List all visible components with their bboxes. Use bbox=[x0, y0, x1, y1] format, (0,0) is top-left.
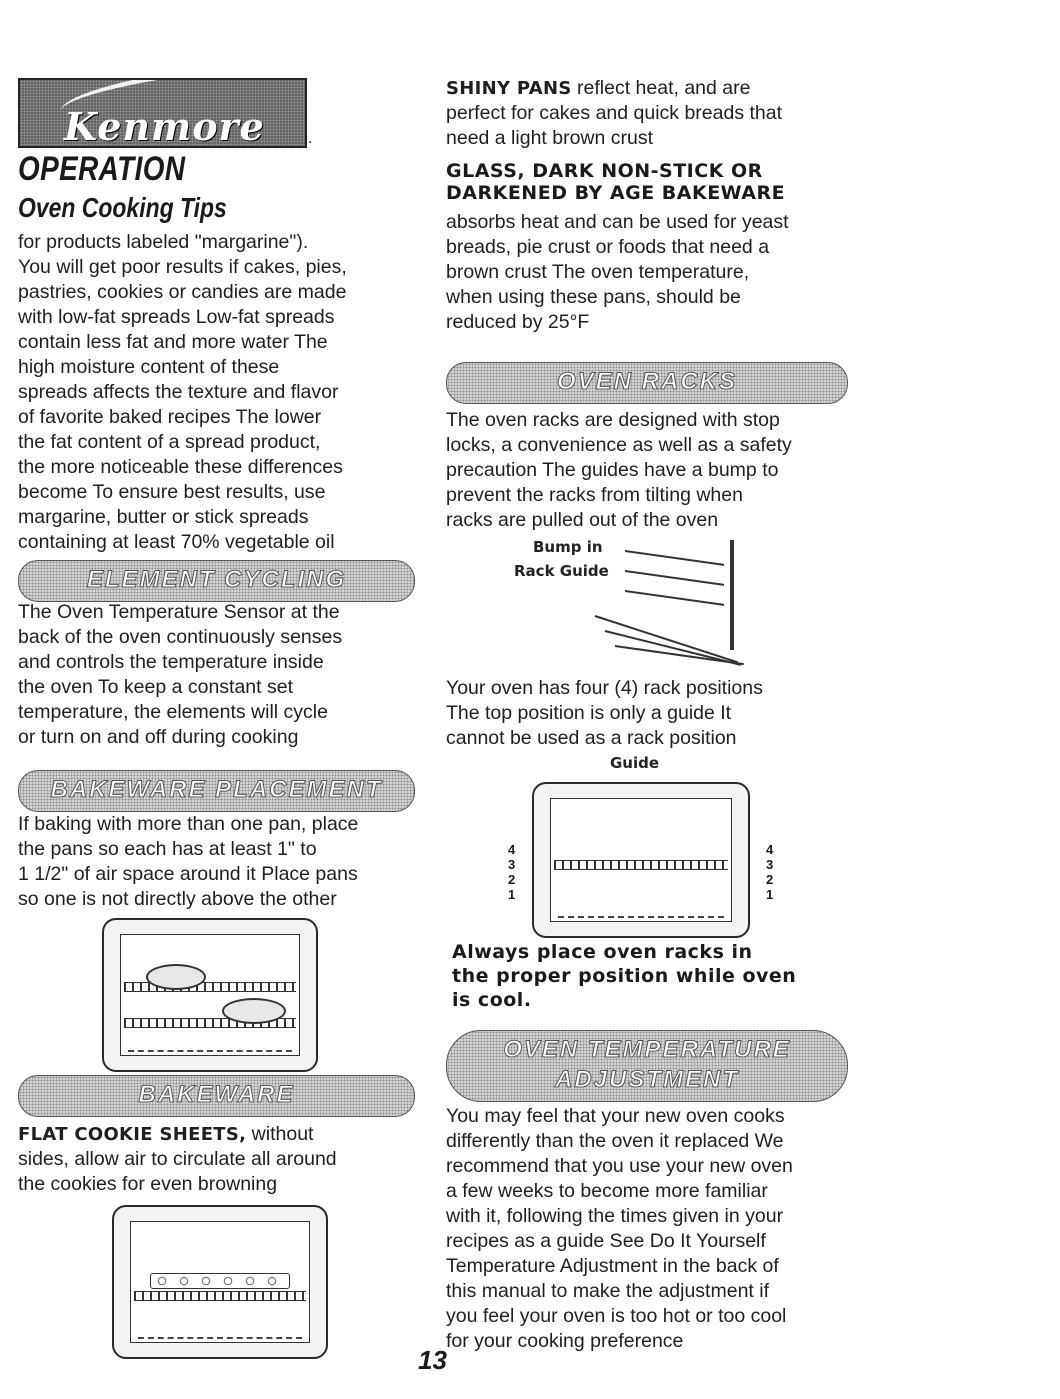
intro-line: contain less fat and more water The bbox=[18, 331, 328, 353]
pie-pan bbox=[146, 964, 206, 990]
text-line: perfect for cakes and quick breads that bbox=[446, 102, 783, 124]
text-line: recommend that you use your new oven bbox=[446, 1155, 793, 1177]
cookie-sheet bbox=[150, 1273, 290, 1289]
text-line: sides, allow air to circulate all around bbox=[18, 1148, 337, 1170]
page-title: OPERATION bbox=[18, 150, 186, 188]
rack-guide-illustration bbox=[565, 540, 775, 668]
bakeware-text bbox=[18, 1122, 418, 1197]
text-line: precaution The guides have a bump to bbox=[446, 459, 779, 481]
oven-racks-heading: OVEN RACKS bbox=[556, 368, 738, 395]
rack-guide-rail bbox=[625, 550, 724, 566]
text-line: for your cooking preference bbox=[446, 1330, 684, 1352]
text-line: 1 1/2" of air space around it Place pans bbox=[18, 863, 358, 885]
bakeware-heading: BAKEWARE bbox=[138, 1081, 295, 1108]
rack-wire bbox=[595, 615, 738, 663]
text-line: and controls the temperature inside bbox=[18, 651, 324, 673]
oven-rack bbox=[554, 860, 728, 870]
intro-line: the more noticeable these differences bbox=[18, 456, 343, 478]
bump-in-label: Bump in bbox=[533, 538, 603, 556]
page-number: 13 bbox=[418, 1345, 447, 1375]
oven-racks-text bbox=[446, 408, 846, 533]
lead-rest: reflect heat, and are bbox=[571, 77, 751, 99]
rack-position-number-left: 1 bbox=[508, 887, 516, 902]
text-line: racks are pulled out of the oven bbox=[446, 509, 719, 531]
intro-line: high moisture content of these bbox=[18, 356, 280, 378]
text-line: Your oven has four (4) rack positions bbox=[446, 677, 763, 699]
lead-rest: without bbox=[246, 1123, 314, 1145]
bakeware-placement-heading: BAKEWARE PLACEMENT bbox=[50, 776, 383, 803]
shiny-pans-text bbox=[446, 76, 846, 151]
element-cycling-text bbox=[18, 600, 418, 750]
text-line bbox=[446, 76, 846, 101]
rack-position-number-right: 4 bbox=[766, 842, 774, 857]
rack-position-number-left: 4 bbox=[508, 842, 516, 857]
intro-line: margarine, butter or stick spreads bbox=[18, 506, 309, 528]
rack-position-number-left: 2 bbox=[508, 872, 516, 887]
rack-warning bbox=[452, 940, 872, 1012]
text-line: Temperature Adjustment in the back of bbox=[446, 1255, 779, 1277]
text-line: absorbs heat and can be used for yeast bbox=[446, 211, 789, 233]
intro-line: with low-fat spreads Low-fat spreads bbox=[18, 306, 335, 328]
text-line: this manual to make the adjustment if bbox=[446, 1280, 769, 1302]
bakeware-placement-text bbox=[18, 812, 418, 912]
rack-position-number-right: 2 bbox=[766, 872, 774, 887]
rack-position-number-right: 3 bbox=[766, 857, 774, 872]
warning-line: Always place oven racks in bbox=[452, 941, 753, 963]
text-line: with it, following the times given in your bbox=[446, 1205, 784, 1227]
text-line: temperature, the elements will cycle bbox=[18, 701, 328, 723]
text-line: so one is not directly above the other bbox=[18, 888, 337, 910]
rack-guide-rail bbox=[625, 570, 724, 586]
heading-line: OVEN TEMPERATURE bbox=[503, 1036, 791, 1063]
text-line bbox=[18, 1122, 418, 1147]
oven-floor bbox=[138, 1337, 302, 1339]
text-line: or turn on and off during cooking bbox=[18, 726, 299, 748]
temperature-adjustment-text bbox=[446, 1104, 846, 1354]
glass-bakeware-text bbox=[446, 210, 846, 335]
rack-guide-rail bbox=[625, 590, 724, 606]
element-cycling-heading: ELEMENT CYCLING bbox=[86, 566, 347, 593]
element-cycling-banner bbox=[18, 560, 415, 602]
intro-line: of favorite baked recipes The lower bbox=[18, 406, 322, 428]
text-line: brown crust The oven temperature, bbox=[446, 261, 750, 283]
heading-line: DARKENED BY AGE BAKEWARE bbox=[446, 182, 786, 204]
text-line: a few weeks to become more familiar bbox=[446, 1180, 768, 1202]
text-line: you feel your oven is too hot or too cool bbox=[446, 1305, 787, 1327]
logo-wordmark: Kenmore bbox=[64, 104, 265, 148]
glass-bakeware-heading bbox=[446, 160, 866, 204]
text-line: when using these pans, should be bbox=[446, 286, 741, 308]
text-line: differently than the oven it replaced We bbox=[446, 1130, 784, 1152]
oven-rack bbox=[134, 1291, 306, 1301]
oven-cavity bbox=[120, 934, 300, 1056]
rack-positions-text bbox=[446, 676, 846, 751]
temperature-adjustment-banner bbox=[446, 1030, 848, 1102]
oven-rack-positions-illustration bbox=[532, 782, 750, 938]
rack-position-number-left: 3 bbox=[508, 857, 516, 872]
rack-position-number-right: 1 bbox=[766, 887, 774, 902]
text-line: locks, a convenience as well as a safety bbox=[446, 434, 792, 456]
kenmore-logo bbox=[18, 78, 307, 148]
intro-line: You will get poor results if cakes, pies, bbox=[18, 256, 347, 278]
text-line: reduced by 25°F bbox=[446, 311, 590, 333]
bakeware-placement-banner bbox=[18, 770, 415, 812]
logo-mark: . bbox=[308, 130, 313, 147]
text-line: You may feel that your new oven cooks bbox=[446, 1105, 785, 1127]
intro-line: pastries, cookies or candies are made bbox=[18, 281, 347, 303]
intro-line: spreads affects the texture and flavor bbox=[18, 381, 339, 403]
shiny-pans-lead: SHINY PANS bbox=[446, 78, 572, 99]
text-line: cannot be used as a rack position bbox=[446, 727, 737, 749]
guide-label: Guide bbox=[610, 754, 660, 772]
oven-cookie-sheet-illustration bbox=[112, 1205, 328, 1359]
pie-pan bbox=[222, 998, 286, 1024]
text-line: the pans so each has at least 1" to bbox=[18, 838, 317, 860]
text-line: the cookies for even browning bbox=[18, 1173, 278, 1195]
text-line: The Oven Temperature Sensor at the bbox=[18, 601, 340, 623]
intro-line: become To ensure best results, use bbox=[18, 481, 326, 503]
temperature-adjustment-heading bbox=[447, 1035, 847, 1095]
rack-guide-label: Rack Guide bbox=[514, 562, 609, 580]
intro-line: the fat content of a spread product, bbox=[18, 431, 321, 453]
text-line: breads, pie crust or foods that need a bbox=[446, 236, 770, 258]
text-line: The top position is only a guide It bbox=[446, 702, 732, 724]
heading-line: ADJUSTMENT bbox=[554, 1066, 739, 1093]
oven-floor bbox=[558, 916, 724, 918]
text-line: If baking with more than one pan, place bbox=[18, 813, 359, 835]
text-line: The oven racks are designed with stop bbox=[446, 409, 780, 431]
warning-line: is cool. bbox=[452, 989, 532, 1011]
intro-line: for products labeled "margarine"). bbox=[18, 231, 309, 253]
flat-cookie-sheets-lead: FLAT COOKIE SHEETS, bbox=[18, 1124, 247, 1145]
oven-racks-banner bbox=[446, 362, 848, 404]
intro-line: containing at least 70% vegetable oil bbox=[18, 531, 335, 553]
rack-guide-post bbox=[730, 540, 734, 650]
heading-line: GLASS, DARK NON-STICK OR bbox=[446, 160, 763, 182]
text-line: need a light brown crust bbox=[446, 127, 654, 149]
text-line: back of the oven continuously senses bbox=[18, 626, 343, 648]
oven-two-pans-illustration bbox=[102, 918, 318, 1072]
warning-line: the proper position while oven bbox=[452, 965, 797, 987]
page-subtitle: Oven Cooking Tips bbox=[18, 192, 227, 223]
bakeware-banner bbox=[18, 1075, 415, 1117]
text-line: recipes as a guide See Do It Yourself bbox=[446, 1230, 766, 1252]
intro-text bbox=[18, 230, 418, 555]
text-line: the oven To keep a constant set bbox=[18, 676, 293, 698]
oven-floor bbox=[128, 1050, 292, 1052]
text-line: prevent the racks from tilting when bbox=[446, 484, 743, 506]
